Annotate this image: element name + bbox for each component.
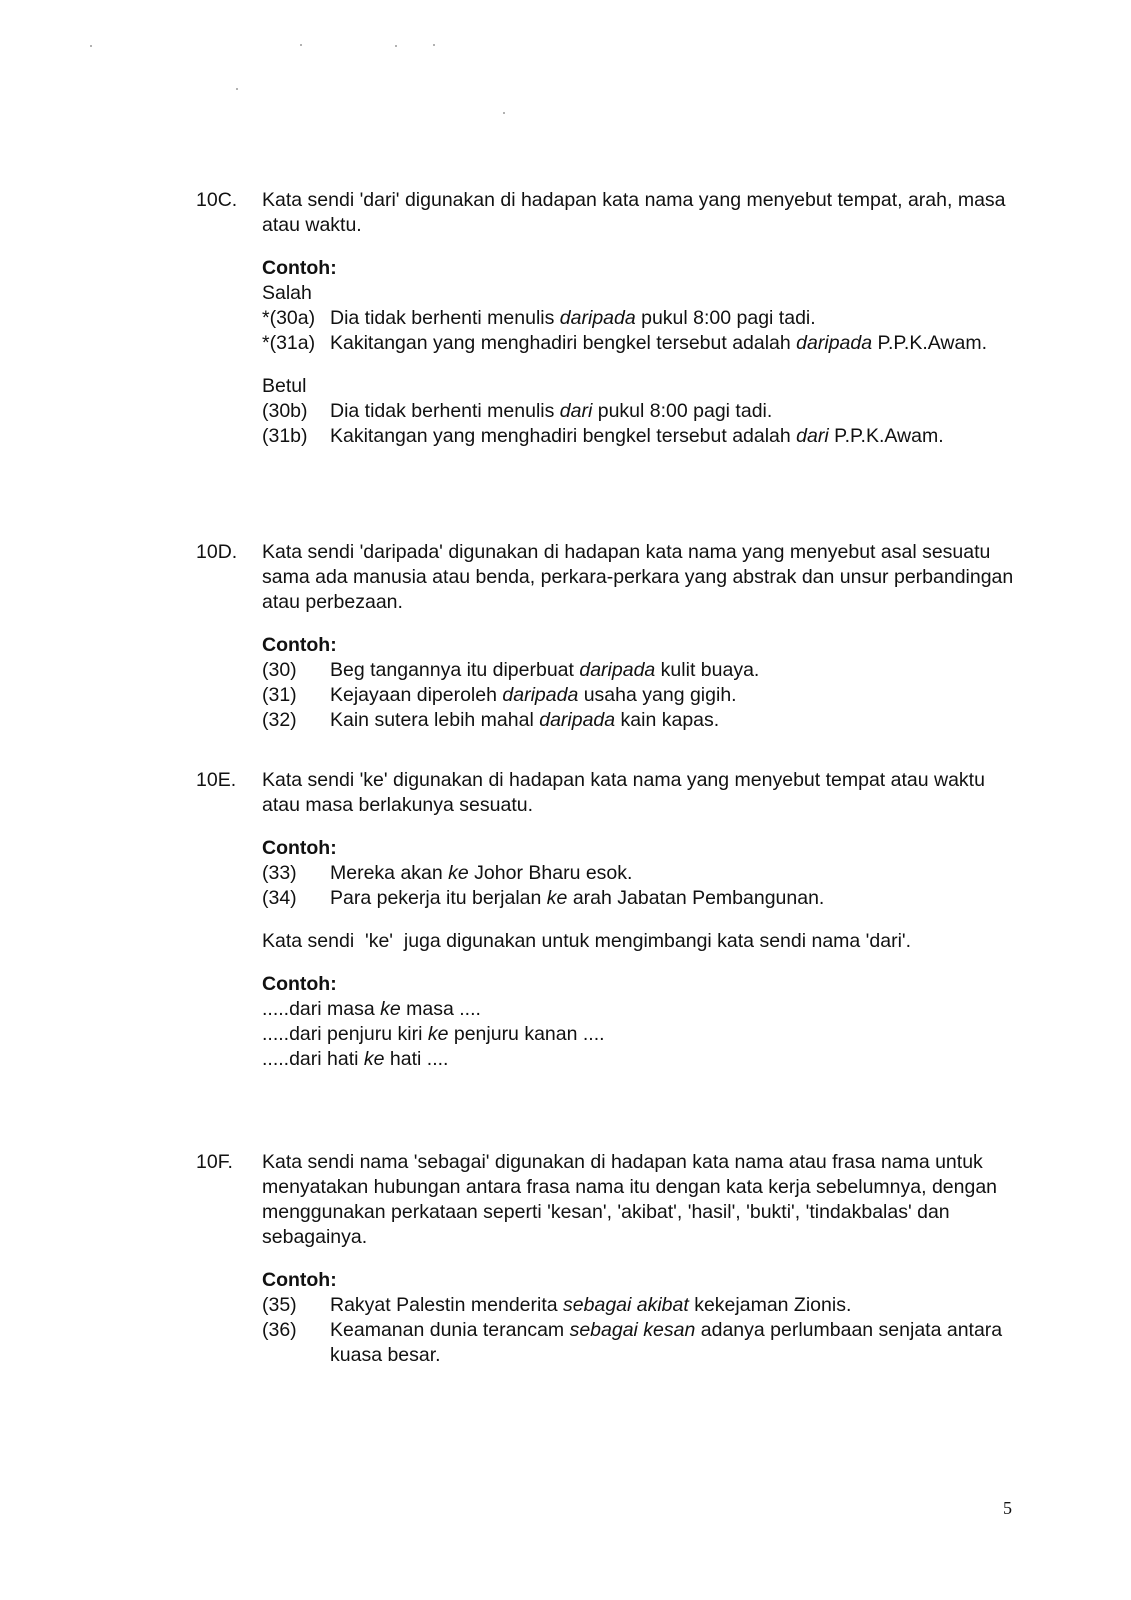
- example-30b: (30b) Dia tidak berhenti menulis dari pukul 8:00 pagi tadi.: [262, 400, 773, 422]
- contoh-heading: Contoh:: [262, 1269, 337, 1291]
- example-34: (34) Para pekerja itu berjalan ke arah Jabatan Pembangunan.: [262, 887, 825, 909]
- dari-ke-example: .....dari penjuru kiri ke penjuru kanan ....: [262, 1023, 605, 1045]
- example-number: (35): [262, 1294, 297, 1316]
- example-number: *(31a): [262, 332, 316, 354]
- scan-speck: [433, 44, 435, 46]
- example-number: (32): [262, 709, 297, 731]
- section-number: 10C.: [196, 189, 238, 211]
- example-31a: *(31a) Kakitangan yang menghadiri bengkel tersebut adalah daripada P.P.K.Awam.: [262, 332, 987, 354]
- section-body: [262, 188, 1022, 449]
- example-number: (31): [262, 684, 297, 706]
- example-32: (32) Kain sutera lebih mahal daripada kain kapas.: [262, 709, 720, 731]
- betul-label: Betul: [262, 375, 307, 397]
- example-36: (36) Keamanan dunia terancam sebagai kesan adanya perlumbaan senjata antara kuasa besar.: [262, 1319, 1003, 1366]
- example-30: (30) Beg tangannya itu diperbuat daripada kulit buaya.: [262, 659, 760, 681]
- contoh-heading: Contoh:: [262, 257, 337, 279]
- example-33: (33) Mereka akan ke Johor Bharu esok.: [262, 862, 633, 884]
- scan-speck: [503, 112, 505, 114]
- rule-text: Kata sendi 'ke' digunakan di hadapan kata nama yang menyebut tempat atau waktu atau masa berlakunya sesuatu.: [262, 769, 985, 816]
- section-body: [262, 1150, 1022, 1368]
- example-31b: (31b) Kakitangan yang menghadiri bengkel tersebut adalah dari P.P.K.Awam.: [262, 425, 944, 447]
- dari-ke-example: .....dari hati ke hati ....: [262, 1048, 449, 1070]
- example-number: (30): [262, 659, 297, 681]
- example-number: (31b): [262, 425, 308, 447]
- rule-text: Kata sendi 'daripada' digunakan di hadapan kata nama yang menyebut asal sesuatu sama ada manusia atau benda, perkara-perkara yang abstrak dan unsur perbandingan atau perbezaan.: [262, 541, 1014, 613]
- example-number: (34): [262, 887, 297, 909]
- scan-speck: [300, 44, 302, 46]
- section-number: 10E.: [196, 769, 237, 791]
- section-body: [262, 768, 1022, 1072]
- section-body: [262, 540, 1022, 733]
- contoh-heading: Contoh:: [262, 634, 337, 656]
- rule-text: Kata sendi nama 'sebagai' digunakan di hadapan kata nama atau frasa nama untuk menyatakan hubungan antara frasa nama itu dengan kata kerja sebelumnya, dengan menggunakan perkataan seperti 'kesan', 'akibat', 'hasil', 'bukti', 'tindakbalas' dan sebagainya.: [262, 1151, 998, 1248]
- contoh-heading: Contoh:: [262, 837, 337, 859]
- example-30a: *(30a) Dia tidak berhenti menulis daripada pukul 8:00 pagi tadi.: [262, 307, 816, 329]
- example-number: (36): [262, 1319, 297, 1341]
- salah-label: Salah: [262, 282, 312, 304]
- example-number: (33): [262, 862, 297, 884]
- scan-speck: [90, 45, 92, 47]
- dari-ke-example: .....dari masa ke masa ....: [262, 998, 481, 1020]
- example-31: (31) Kejayaan diperoleh daripada usaha yang gigih.: [262, 684, 737, 706]
- scan-speck: [395, 45, 397, 47]
- section-number: 10D.: [196, 541, 238, 563]
- rule-text-2: Kata sendi 'ke' juga digunakan untuk mengimbangi kata sendi nama 'dari'.: [262, 930, 912, 952]
- example-35: (35) Rakyat Palestin menderita sebagai akibat kekejaman Zionis.: [262, 1294, 852, 1316]
- page-number: 5: [1003, 1498, 1012, 1518]
- section-number: 10F.: [196, 1151, 233, 1173]
- rule-text: Kata sendi 'dari' digunakan di hadapan kata nama yang menyebut tempat, arah, masa atau waktu.: [262, 189, 1006, 236]
- example-number: *(30a): [262, 307, 316, 329]
- contoh-heading: Contoh:: [262, 973, 337, 995]
- scan-speck: [236, 88, 238, 90]
- example-number: (30b): [262, 400, 308, 422]
